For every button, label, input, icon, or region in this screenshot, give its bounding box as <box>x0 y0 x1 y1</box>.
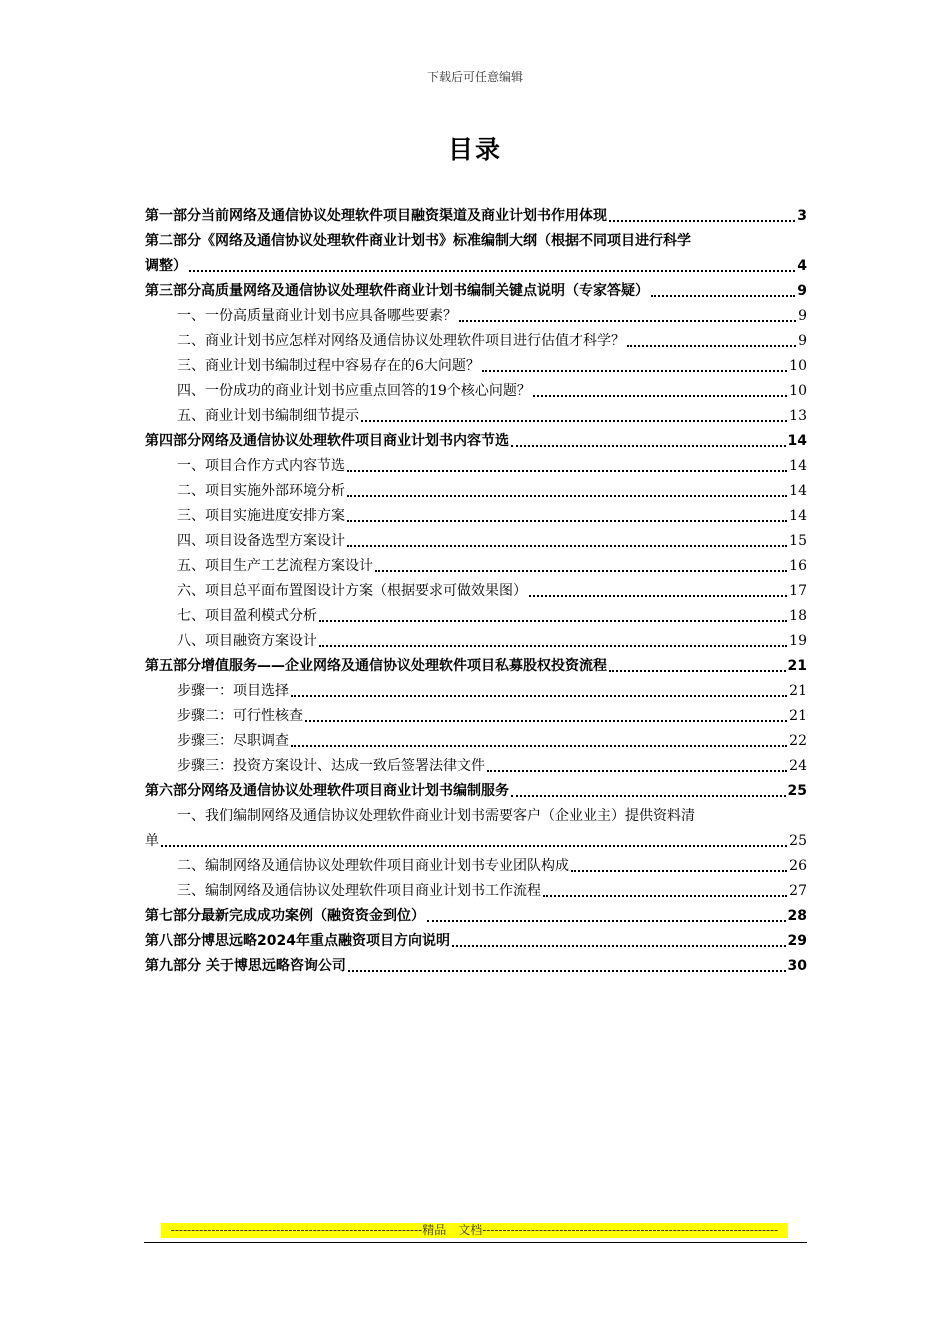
toc-entry-title: 八、项目融资方案设计 <box>177 633 317 649</box>
toc-entry-title: 一、我们编制网络及通信协议处理软件商业计划书需要客户（企业业主）提供资料清 <box>177 808 695 824</box>
toc-entry-title: 第一部分当前网络及通信协议处理软件项目融资渠道及商业计划书作用体现 <box>145 208 607 224</box>
toc-entry-title: 第八部分博思远略2024年重点融资项目方向说明 <box>145 933 450 949</box>
toc-entry[interactable] <box>145 654 807 679</box>
toc-entry[interactable] <box>145 529 807 554</box>
toc-entry-title: 四、一份成功的商业计划书应重点回答的19个核心问题？ <box>177 383 531 399</box>
toc-leader-dots <box>348 969 786 972</box>
toc-leader-dots <box>543 894 787 897</box>
toc-entry[interactable] <box>145 254 807 279</box>
toc-entry-title: 单 <box>145 833 159 849</box>
toc-entry-title: 二、编制网络及通信协议处理软件项目商业计划书专业团队构成 <box>177 858 569 874</box>
toc-entry[interactable] <box>145 579 807 604</box>
toc-entry[interactable] <box>145 354 807 379</box>
header-note: 下载后可任意编辑 <box>426 70 523 84</box>
toc-leader-dots <box>529 594 787 597</box>
toc-entry[interactable] <box>145 879 807 904</box>
toc-entry-title: 五、商业计划书编制细节提示 <box>177 408 359 424</box>
toc-entry-title: 六、项目总平面布置图设计方案（根据要求可做效果图） <box>177 583 527 599</box>
toc-leader-dots <box>511 444 786 447</box>
toc-page-number: 22 <box>789 733 807 749</box>
toc-entry[interactable] <box>145 929 807 954</box>
toc-page-number: 9 <box>798 308 807 324</box>
toc-entry[interactable] <box>145 304 807 329</box>
toc-entry[interactable] <box>145 754 807 779</box>
toc-entry[interactable] <box>145 454 807 479</box>
toc-entry-title: 步骤三：投资方案设计、达成一致后签署法律文件 <box>177 758 485 774</box>
toc-leader-dots <box>161 844 787 847</box>
toc-leader-dots <box>189 269 795 272</box>
toc-page-number: 14 <box>787 433 807 449</box>
toc-entry-title: 步骤二：可行性核查 <box>177 708 303 724</box>
toc-page-number: 4 <box>797 258 807 274</box>
toc-page-number: 21 <box>789 708 807 724</box>
toc-entry[interactable] <box>145 604 807 629</box>
toc-entry-title: 五、项目生产工艺流程方案设计 <box>177 558 373 574</box>
toc-page-number: 21 <box>789 683 807 699</box>
toc-leader-dots <box>319 619 787 622</box>
toc-page-number: 26 <box>789 858 807 874</box>
toc-page-number: 10 <box>789 383 807 399</box>
toc-page-number: 25 <box>789 833 807 849</box>
toc-entry-title: 三、商业计划书编制过程中容易存在的6大问题？ <box>177 358 480 374</box>
toc-page-number: 28 <box>787 908 807 924</box>
toc-entry-title: 一、一份高质量商业计划书应具备哪些要素？ <box>177 308 457 324</box>
table-of-contents <box>145 204 807 979</box>
toc-leader-dots <box>347 494 787 497</box>
toc-entry-title: 三、项目实施进度安排方案 <box>177 508 345 524</box>
toc-leader-dots <box>291 694 787 697</box>
toc-entry-title: 第九部分 关于博思远略咨询公司 <box>145 958 346 974</box>
toc-entry[interactable] <box>145 279 807 304</box>
toc-leader-dots <box>452 944 786 947</box>
toc-entry[interactable] <box>145 504 807 529</box>
toc-entry-title: 四、项目设备选型方案设计 <box>177 533 345 549</box>
toc-page-number: 30 <box>787 958 807 974</box>
toc-entry[interactable] <box>145 479 807 504</box>
toc-page-number: 10 <box>789 358 807 374</box>
toc-entry[interactable] <box>145 204 807 229</box>
toc-leader-dots <box>533 394 787 397</box>
toc-leader-dots <box>347 544 787 547</box>
toc-leader-dots <box>609 669 786 672</box>
toc-entry-title: 第六部分网络及通信协议处理软件项目商业计划书编制服务 <box>145 783 509 799</box>
toc-page-number: 14 <box>789 483 807 499</box>
toc-leader-dots <box>571 869 787 872</box>
footer-divider <box>144 1242 807 1243</box>
toc-entry[interactable] <box>145 629 807 654</box>
toc-leader-dots <box>305 719 787 722</box>
toc-entry-title: 第二部分《网络及通信协议处理软件商业计划书》标准编制大纲（根据不同项目进行科学 <box>145 233 691 249</box>
toc-entry-title: 调整） <box>145 258 187 274</box>
toc-page-number: 15 <box>789 533 807 549</box>
toc-entry-title: 七、项目盈利模式分析 <box>177 608 317 624</box>
toc-page-number: 16 <box>789 558 807 574</box>
toc-page-number: 21 <box>787 658 807 674</box>
toc-entry-title: 二、项目实施外部环境分析 <box>177 483 345 499</box>
toc-page-number: 29 <box>787 933 807 949</box>
toc-leader-dots <box>291 744 787 747</box>
toc-entry[interactable] <box>145 329 807 354</box>
toc-page-number: 9 <box>797 283 807 299</box>
toc-entry-title: 第五部分增值服务——企业网络及通信协议处理软件项目私募股权投资流程 <box>145 658 607 674</box>
toc-leader-dots <box>375 569 787 572</box>
toc-entry-title: 步骤一：项目选择 <box>177 683 289 699</box>
toc-entry-title: 第七部分最新完成成功案例（融资资金到位） <box>145 908 425 924</box>
toc-entry[interactable] <box>145 429 807 454</box>
toc-entry[interactable] <box>145 904 807 929</box>
toc-leader-dots <box>627 344 796 347</box>
toc-leader-dots <box>487 769 787 772</box>
footer-banner: --------------------------------------------------------------精品 文档------------------------------------------------------------------------- <box>161 1223 788 1238</box>
toc-entry[interactable] <box>145 229 807 254</box>
toc-entry[interactable] <box>145 854 807 879</box>
toc-entry[interactable] <box>145 379 807 404</box>
toc-entry-title: 三、编制网络及通信协议处理软件项目商业计划书工作流程 <box>177 883 541 899</box>
toc-page-number: 14 <box>789 458 807 474</box>
toc-entry[interactable] <box>145 804 807 829</box>
toc-entry[interactable] <box>145 729 807 754</box>
toc-entry[interactable] <box>145 779 807 804</box>
toc-leader-dots <box>651 294 795 297</box>
toc-leader-dots <box>319 644 787 647</box>
toc-page-number: 24 <box>789 758 807 774</box>
toc-page-number: 27 <box>789 883 807 899</box>
toc-page-number: 9 <box>798 333 807 349</box>
toc-leader-dots <box>361 419 787 422</box>
toc-page-number: 19 <box>789 633 807 649</box>
toc-leader-dots <box>427 919 786 922</box>
toc-entry[interactable] <box>145 679 807 704</box>
toc-entry[interactable] <box>145 404 807 429</box>
toc-page-number: 17 <box>789 583 807 599</box>
toc-leader-dots <box>609 219 795 222</box>
toc-entry-title: 步骤三：尽职调查 <box>177 733 289 749</box>
toc-entry-title: 一、项目合作方式内容节选 <box>177 458 345 474</box>
toc-page-number: 13 <box>789 408 807 424</box>
toc-page-number: 14 <box>789 508 807 524</box>
toc-entry-title: 第四部分网络及通信协议处理软件项目商业计划书内容节选 <box>145 433 509 449</box>
page-title: 目录 <box>447 135 502 164</box>
toc-page-number: 18 <box>789 608 807 624</box>
toc-entry[interactable] <box>145 829 807 854</box>
toc-leader-dots <box>347 519 787 522</box>
toc-entry-title: 二、商业计划书应怎样对网络及通信协议处理软件项目进行估值才科学？ <box>177 333 625 349</box>
toc-leader-dots <box>511 794 786 797</box>
toc-leader-dots <box>347 469 787 472</box>
toc-leader-dots <box>459 319 796 322</box>
toc-entry[interactable] <box>145 954 807 979</box>
toc-leader-dots <box>482 369 787 372</box>
toc-entry[interactable] <box>145 554 807 579</box>
toc-entry-title: 第三部分高质量网络及通信协议处理软件商业计划书编制关键点说明（专家答疑） <box>145 283 649 299</box>
toc-entry[interactable] <box>145 704 807 729</box>
toc-page-number: 3 <box>797 208 807 224</box>
toc-page-number: 25 <box>787 783 807 799</box>
